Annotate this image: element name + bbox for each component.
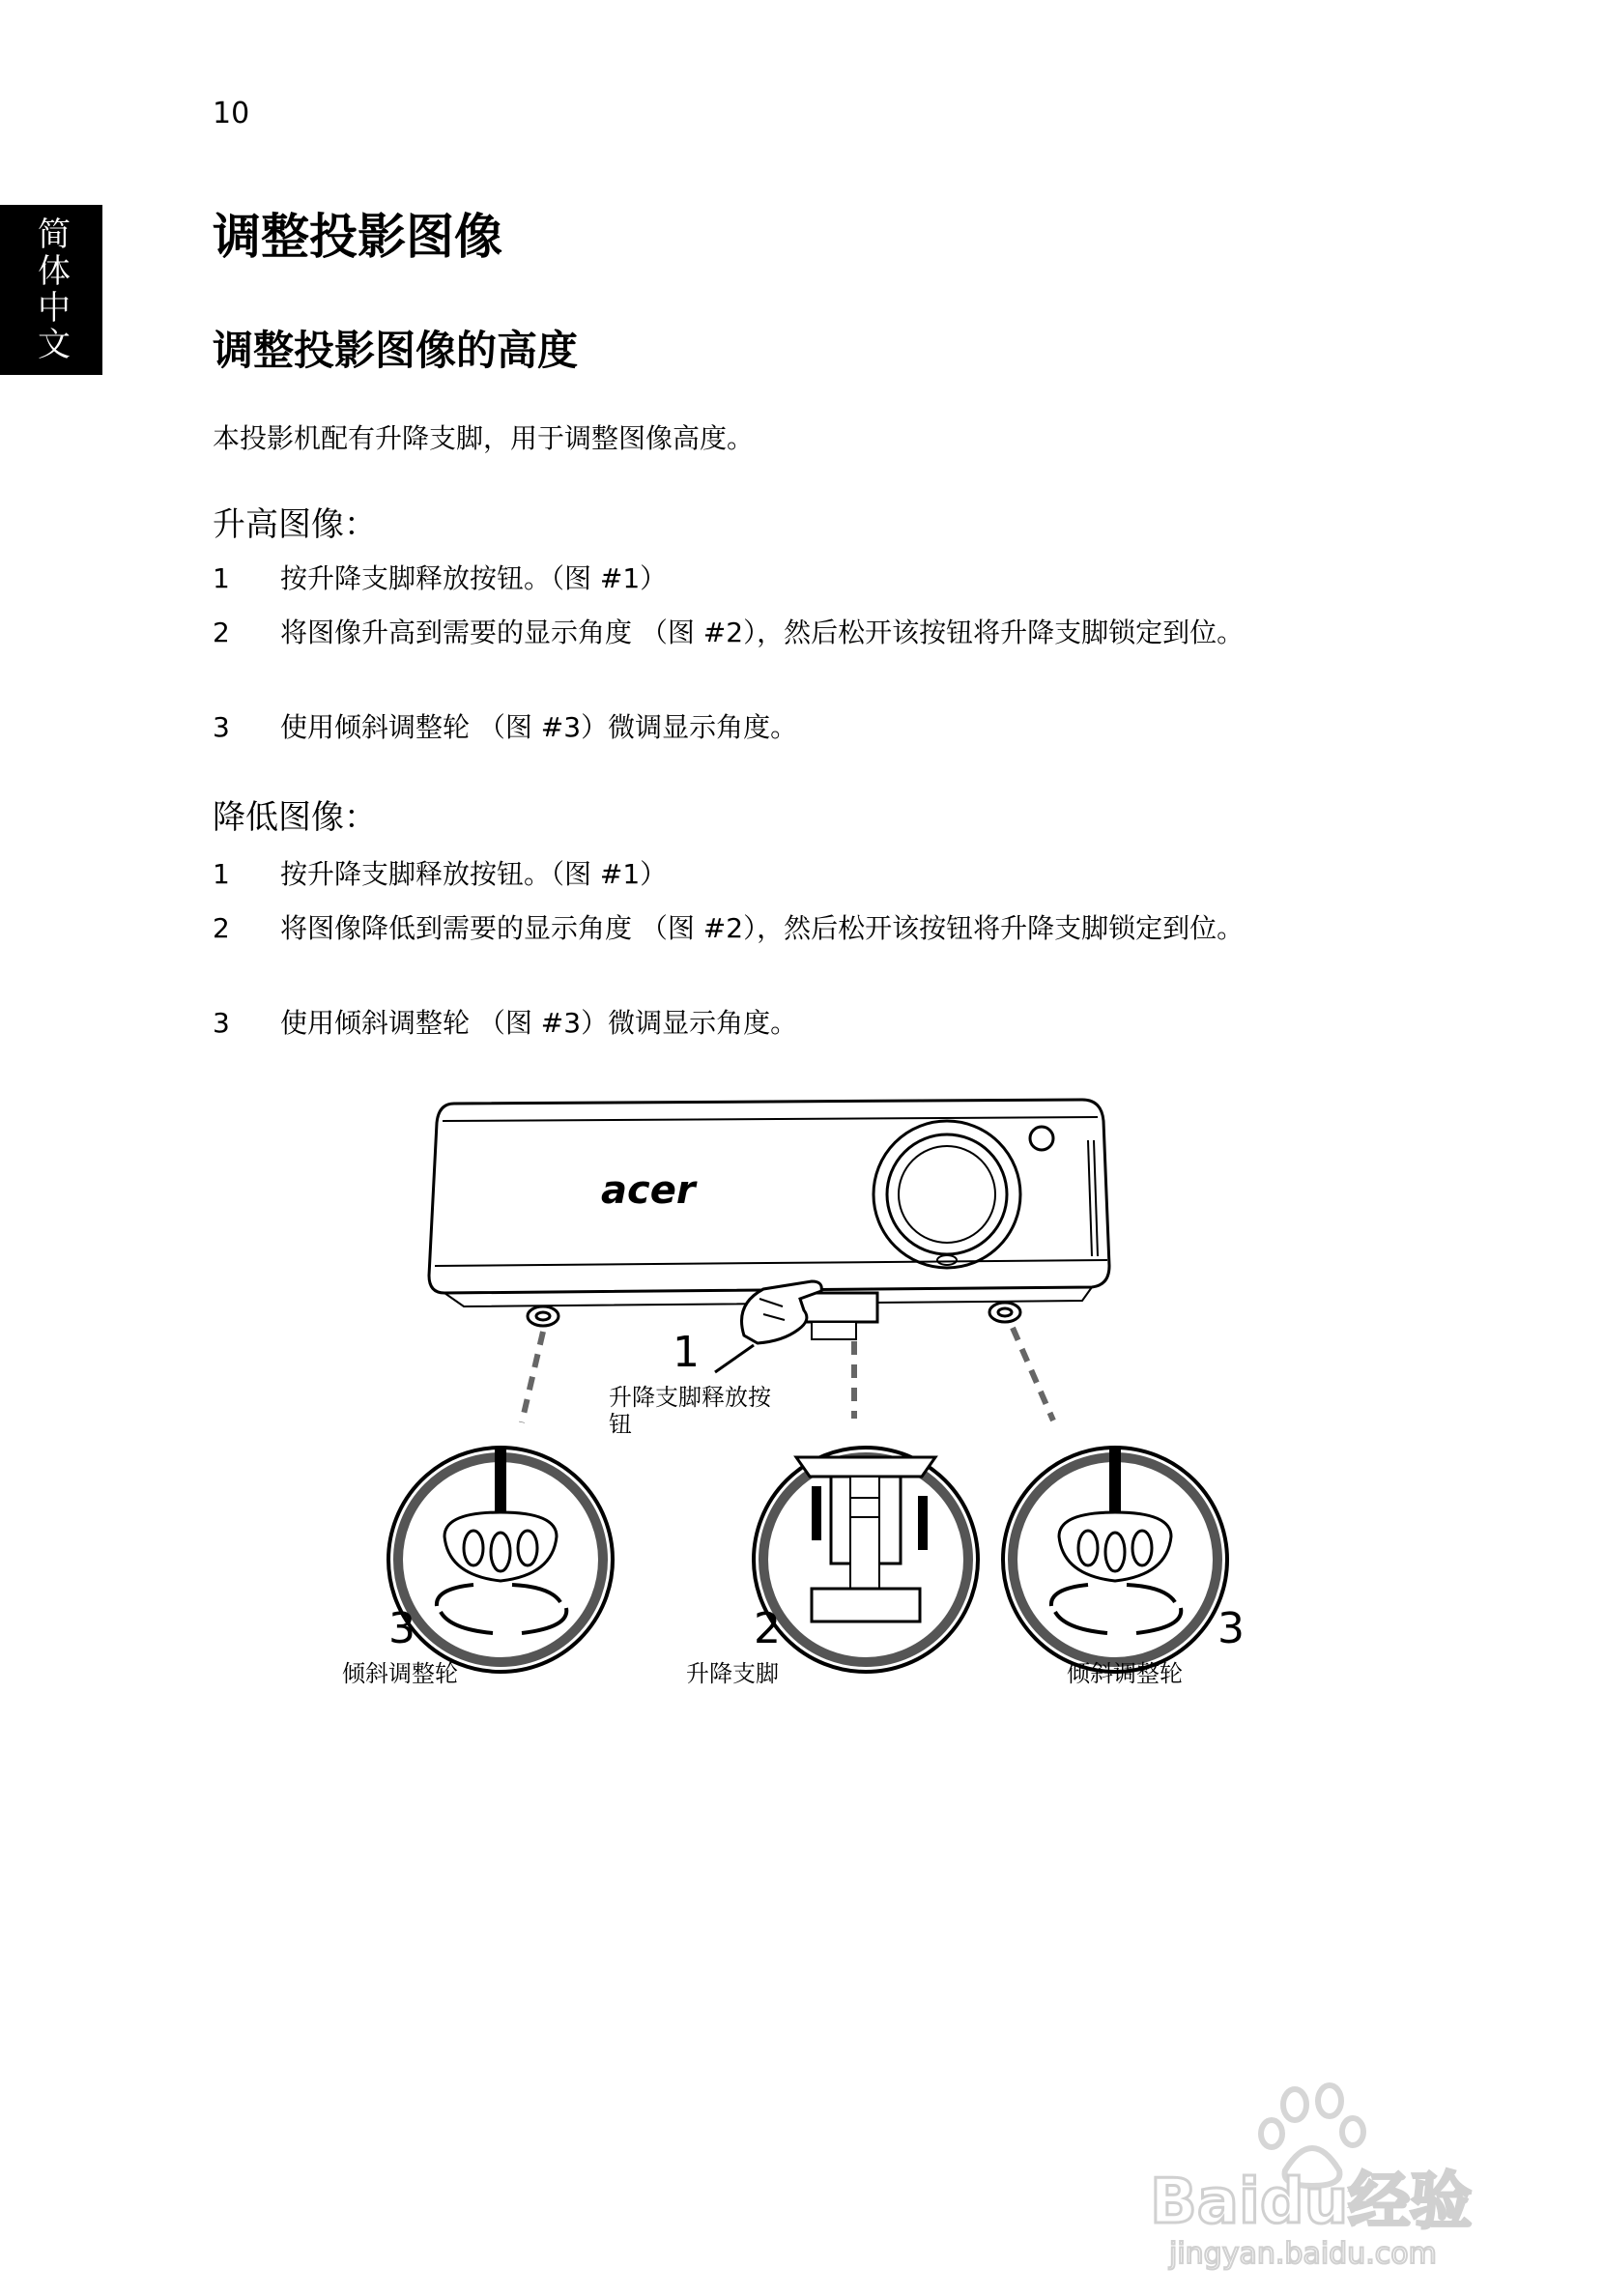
- brand-logo: acer: [601, 1168, 696, 1213]
- callout-3-left-label: 倾斜调整轮: [342, 1660, 458, 1687]
- step-text: 将图像升高到需要的显示角度 （图 #2），然后松开该按钮将升降支脚锁定到位。: [280, 617, 1245, 648]
- projector-illustration: [329, 1082, 1275, 1710]
- language-side-tab: [0, 205, 102, 375]
- step-number: 3: [213, 711, 230, 743]
- callout-1-number: 1: [673, 1328, 700, 1377]
- leader-lines: [522, 1328, 1053, 1422]
- callout-3-right-number: 3: [1217, 1604, 1245, 1653]
- section-title: 调整投影图像的高度: [213, 327, 579, 374]
- sensor-icon: [1030, 1127, 1053, 1150]
- step-text: 按升降支脚释放按钮。（图 #1）: [280, 562, 668, 594]
- raise-step-2: [213, 613, 1324, 653]
- step-text: 使用倾斜调整轮 （图 #3）微调显示角度。: [280, 1007, 798, 1039]
- raise-heading: 升高图像：: [213, 505, 377, 544]
- raise-step-1: [213, 559, 1333, 599]
- callout-3-right-label: 倾斜调整轮: [1067, 1660, 1183, 1687]
- page-title: 调整投影图像: [213, 209, 502, 265]
- lower-step-2: [213, 908, 1324, 949]
- baidu-paw-icon: [1131, 2078, 1517, 2271]
- callout-3-left-number: 3: [388, 1604, 415, 1653]
- left-foot: [528, 1306, 559, 1326]
- left-tilt-wheel-detail: [388, 1448, 613, 1672]
- watermark-brand: Baidu经验: [1150, 2167, 1473, 2238]
- intro-paragraph: 本投影机配有升降支脚，用于调整图像高度。: [213, 422, 755, 454]
- callout-1-label-line2: 钮: [609, 1411, 632, 1438]
- step-number: 3: [213, 1007, 230, 1039]
- elevator-foot-detail: [754, 1448, 978, 1672]
- right-foot: [989, 1303, 1020, 1322]
- lower-step-3: [213, 1003, 1333, 1044]
- step-text: 使用倾斜调整轮 （图 #3）微调显示角度。: [280, 711, 798, 743]
- lower-heading: 降低图像：: [213, 798, 377, 837]
- raise-step-3: [213, 707, 1333, 748]
- callout-2-number: 2: [754, 1604, 781, 1653]
- step-number: 2: [213, 912, 230, 944]
- step-text: 将图像降低到需要的显示角度 （图 #2），然后松开该按钮将升降支脚锁定到位。: [280, 912, 1245, 944]
- lens: [874, 1121, 1020, 1268]
- language-side-tab-label: 简体中文: [31, 216, 71, 363]
- projector-figure: [329, 1082, 1275, 1710]
- watermark-url: jingyan.baidu.com: [1169, 2237, 1437, 2271]
- baidu-watermark: [1131, 2078, 1517, 2271]
- step-number: 1: [213, 562, 230, 594]
- right-tilt-wheel-detail: [1003, 1448, 1227, 1672]
- vent-lines: [1088, 1140, 1098, 1256]
- callout-2-label: 升降支脚: [686, 1660, 779, 1687]
- page-number: 10: [213, 97, 250, 130]
- callout-1-label-line1: 升降支脚释放按: [609, 1384, 771, 1411]
- step-number: 2: [213, 617, 230, 648]
- lower-step-1: [213, 854, 1333, 895]
- step-text: 按升降支脚释放按钮。（图 #1）: [280, 858, 668, 890]
- step-number: 1: [213, 858, 230, 890]
